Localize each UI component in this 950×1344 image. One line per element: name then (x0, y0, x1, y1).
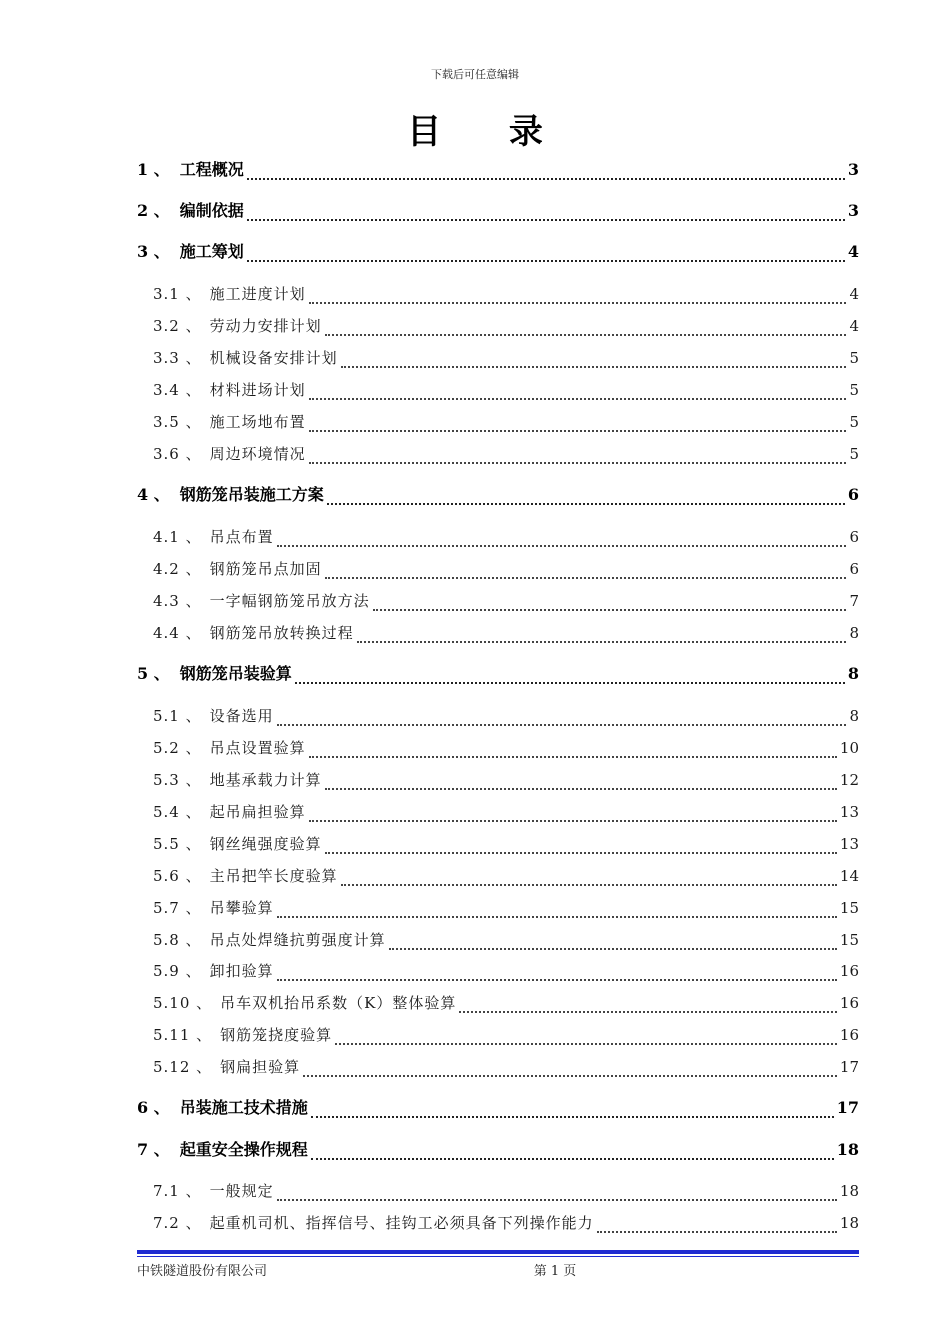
toc-entry-number: 6 、 (137, 1098, 170, 1117)
toc-chapter-entry[interactable] (137, 239, 859, 265)
toc-entry-page: 4 (849, 317, 859, 335)
toc-dot-leader (325, 333, 847, 336)
toc-section-entry[interactable] (153, 556, 859, 582)
toc-dot-leader (309, 819, 837, 822)
toc-entry-page: 13 (839, 835, 859, 853)
toc-chapter-entry[interactable] (137, 482, 859, 508)
toc-dot-leader (335, 1042, 837, 1045)
toc-entry-page: 6 (847, 485, 859, 504)
toc-dot-leader (309, 429, 847, 432)
toc-entry-number: 5.10 、 (153, 994, 213, 1012)
toc-section-entry[interactable] (153, 1054, 859, 1080)
toc-dot-leader (303, 1074, 837, 1077)
toc-section-entry[interactable] (153, 313, 859, 339)
toc-entry-title: 钢筋笼吊装施工方案 (179, 485, 324, 504)
toc-section-entry[interactable] (153, 1022, 859, 1048)
header-note: 下载后可任意编辑 (431, 68, 519, 81)
toc-entry-page: 4 (847, 242, 859, 261)
toc-section-entry[interactable] (153, 831, 859, 857)
toc-entry-title: 卸扣验算 (209, 962, 274, 980)
toc-section-entry[interactable] (153, 281, 859, 307)
toc-entry-title: 起重安全操作规程 (179, 1140, 308, 1159)
toc-chapter-entry[interactable] (137, 1137, 859, 1163)
toc-section-entry[interactable] (153, 990, 859, 1016)
toc-dot-leader (311, 1115, 834, 1118)
toc-entry-title: 施工进度计划 (209, 285, 306, 303)
toc-entry-page: 8 (849, 624, 859, 642)
toc-entry-title: 周边环境情况 (209, 445, 306, 463)
toc-entry-page: 14 (839, 867, 859, 885)
toc-dot-leader (247, 218, 845, 221)
footer-page-number: 第 1 页 (533, 1264, 577, 1279)
toc-section-entry[interactable] (153, 1210, 859, 1236)
toc-entry-title: 钢筋笼吊放转换过程 (209, 624, 354, 642)
toc-entry-page: 10 (839, 739, 859, 757)
toc-entry-title: 钢筋笼吊装验算 (179, 664, 292, 683)
toc-entry-page: 13 (839, 803, 859, 821)
toc-dot-leader (277, 915, 837, 918)
toc-entry-title: 地基承载力计算 (209, 771, 322, 789)
toc-dot-leader (373, 608, 847, 611)
toc-entry-title: 主吊把竿长度验算 (209, 867, 338, 885)
toc-entry-title: 吊车双机抬吊系数（K）整体验算 (220, 994, 457, 1012)
toc-entry-title: 起吊扁担验算 (209, 803, 306, 821)
toc-entry-number: 4.2 、 (153, 560, 202, 578)
toc-section-entry[interactable] (153, 409, 859, 435)
toc-section-entry[interactable] (153, 377, 859, 403)
toc-entry-number: 4.3 、 (153, 592, 202, 610)
toc-entry-number: 1 、 (137, 160, 170, 179)
toc-dot-leader (341, 883, 837, 886)
toc-section-entry[interactable] (153, 958, 859, 984)
toc-section-entry[interactable] (153, 524, 859, 550)
toc-entry-number: 3.1 、 (153, 285, 202, 303)
toc-entry-number: 7 、 (137, 1140, 170, 1159)
toc-entry-number: 5.9 、 (153, 962, 202, 980)
toc-section-entry[interactable] (153, 441, 859, 467)
toc-section-entry[interactable] (153, 703, 859, 729)
toc-entry-number: 5 、 (137, 664, 170, 683)
toc-entry-number: 7.2 、 (153, 1214, 202, 1232)
toc-title: 目 录 (407, 112, 571, 152)
footer-rule (137, 1250, 859, 1254)
toc-chapter-entry[interactable] (137, 198, 859, 224)
toc-dot-leader (327, 502, 845, 505)
toc-dot-leader (277, 544, 847, 547)
toc-entry-title: 吊点布置 (209, 528, 274, 546)
toc-entry-number: 7.1 、 (153, 1182, 202, 1200)
toc-dot-leader (311, 1157, 834, 1160)
toc-entry-page: 5 (849, 381, 859, 399)
toc-entry-title: 机械设备安排计划 (209, 349, 338, 367)
toc-entry-page: 18 (839, 1214, 859, 1232)
toc-entry-title: 钢筋笼吊点加固 (209, 560, 322, 578)
toc-entry-page: 5 (849, 445, 859, 463)
toc-entry-number: 5.1 、 (153, 707, 202, 725)
toc-dot-leader (309, 755, 837, 758)
toc-entry-title: 施工筹划 (179, 242, 244, 261)
toc-entry-title: 吊装施工技术措施 (179, 1098, 308, 1117)
toc-entry-page: 7 (849, 592, 859, 610)
toc-entry-page: 15 (839, 899, 859, 917)
toc-entry-page: 18 (836, 1140, 859, 1159)
toc-entry-title: 吊点设置验算 (209, 739, 306, 757)
toc-entry-page: 16 (839, 962, 859, 980)
toc-section-entry[interactable] (153, 895, 859, 921)
toc-dot-leader (325, 851, 837, 854)
toc-section-entry[interactable] (153, 620, 859, 646)
toc-entry-page: 6 (849, 528, 859, 546)
toc-entry-number: 4 、 (137, 485, 170, 504)
toc-section-entry[interactable] (153, 767, 859, 793)
toc-dot-leader (277, 723, 847, 726)
toc-entry-number: 3.3 、 (153, 349, 202, 367)
toc-dot-leader (341, 365, 847, 368)
footer-company: 中铁隧道股份有限公司 (137, 1264, 268, 1279)
toc-entry-title: 劳动力安排计划 (209, 317, 322, 335)
toc-entry-title: 吊点处焊缝抗剪强度计算 (209, 931, 386, 949)
toc-entry-number: 3.6 、 (153, 445, 202, 463)
toc-entry-number: 5.5 、 (153, 835, 202, 853)
toc-entry-page: 18 (839, 1182, 859, 1200)
toc-dot-leader (325, 787, 837, 790)
toc-entry-number: 5.6 、 (153, 867, 202, 885)
toc-section-entry[interactable] (153, 1178, 859, 1204)
toc-entry-number: 3.5 、 (153, 413, 202, 431)
toc-entry-title: 钢丝绳强度验算 (209, 835, 322, 853)
toc-entry-number: 4.1 、 (153, 528, 202, 546)
toc-entry-number: 3 、 (137, 242, 170, 261)
toc-entry-number: 5.12 、 (153, 1058, 213, 1076)
toc-entry-title: 设备选用 (209, 707, 274, 725)
toc-entry-number: 4.4 、 (153, 624, 202, 642)
toc-chapter-entry[interactable] (137, 661, 859, 687)
toc-entry-number: 3.4 、 (153, 381, 202, 399)
toc-dot-leader (309, 461, 847, 464)
toc-entry-page: 6 (849, 560, 859, 578)
toc-entry-title: 钢扁担验算 (220, 1058, 301, 1076)
toc-entry-page: 8 (849, 707, 859, 725)
toc-entry-title: 钢筋笼挠度验算 (220, 1026, 333, 1044)
toc-dot-leader (309, 301, 847, 304)
toc-entry-page: 16 (839, 994, 859, 1012)
toc-entry-title: 一般规定 (209, 1182, 274, 1200)
toc-dot-leader (389, 947, 837, 950)
toc-entry-title: 一字幅钢筋笼吊放方法 (209, 592, 370, 610)
toc-dot-leader (309, 397, 847, 400)
footer-rule-thin (137, 1256, 859, 1257)
toc-entry-page: 17 (839, 1058, 859, 1076)
toc-entry-page: 17 (836, 1098, 859, 1117)
toc-dot-leader (295, 681, 845, 684)
toc-entry-page: 5 (849, 349, 859, 367)
toc-entry-title: 编制依据 (179, 201, 244, 220)
toc-section-entry[interactable] (153, 799, 859, 825)
toc-entry-title: 工程概况 (179, 160, 244, 179)
toc-entry-page: 3 (847, 201, 859, 220)
toc-chapter-entry[interactable] (137, 1095, 859, 1121)
toc-entry-number: 3.2 、 (153, 317, 202, 335)
toc-entry-page: 3 (847, 160, 859, 179)
toc-dot-leader (597, 1230, 837, 1233)
toc-chapter-entry[interactable] (137, 157, 859, 183)
toc-entry-number: 5.11 、 (153, 1026, 213, 1044)
toc-entry-page: 16 (839, 1026, 859, 1044)
toc-dot-leader (325, 576, 847, 579)
toc-dot-leader (357, 640, 847, 643)
toc-entry-title: 材料进场计划 (209, 381, 306, 399)
toc-entry-number: 5.8 、 (153, 931, 202, 949)
toc-section-entry[interactable] (153, 588, 859, 614)
toc-section-entry[interactable] (153, 863, 859, 889)
toc-entry-number: 2 、 (137, 201, 170, 220)
toc-entry-number: 5.3 、 (153, 771, 202, 789)
toc-entry-title: 起重机司机、指挥信号、挂钩工必须具备下列操作能力 (209, 1214, 594, 1232)
toc-entry-title: 施工场地布置 (209, 413, 306, 431)
toc-entry-number: 5.7 、 (153, 899, 202, 917)
toc-entry-page: 12 (839, 771, 859, 789)
toc-entry-page: 8 (847, 664, 859, 683)
toc-entry-page: 4 (849, 285, 859, 303)
toc-entry-number: 5.2 、 (153, 739, 202, 757)
toc-dot-leader (247, 177, 845, 180)
toc-dot-leader (247, 259, 845, 262)
toc-entry-title: 吊攀验算 (209, 899, 274, 917)
toc-section-entry[interactable] (153, 927, 859, 953)
toc-dot-leader (277, 1198, 837, 1201)
toc-dot-leader (277, 978, 837, 981)
toc-entry-number: 5.4 、 (153, 803, 202, 821)
toc-dot-leader (459, 1010, 837, 1013)
toc-entry-page: 15 (839, 931, 859, 949)
toc-section-entry[interactable] (153, 735, 859, 761)
toc-entry-page: 5 (849, 413, 859, 431)
toc-section-entry[interactable] (153, 345, 859, 371)
